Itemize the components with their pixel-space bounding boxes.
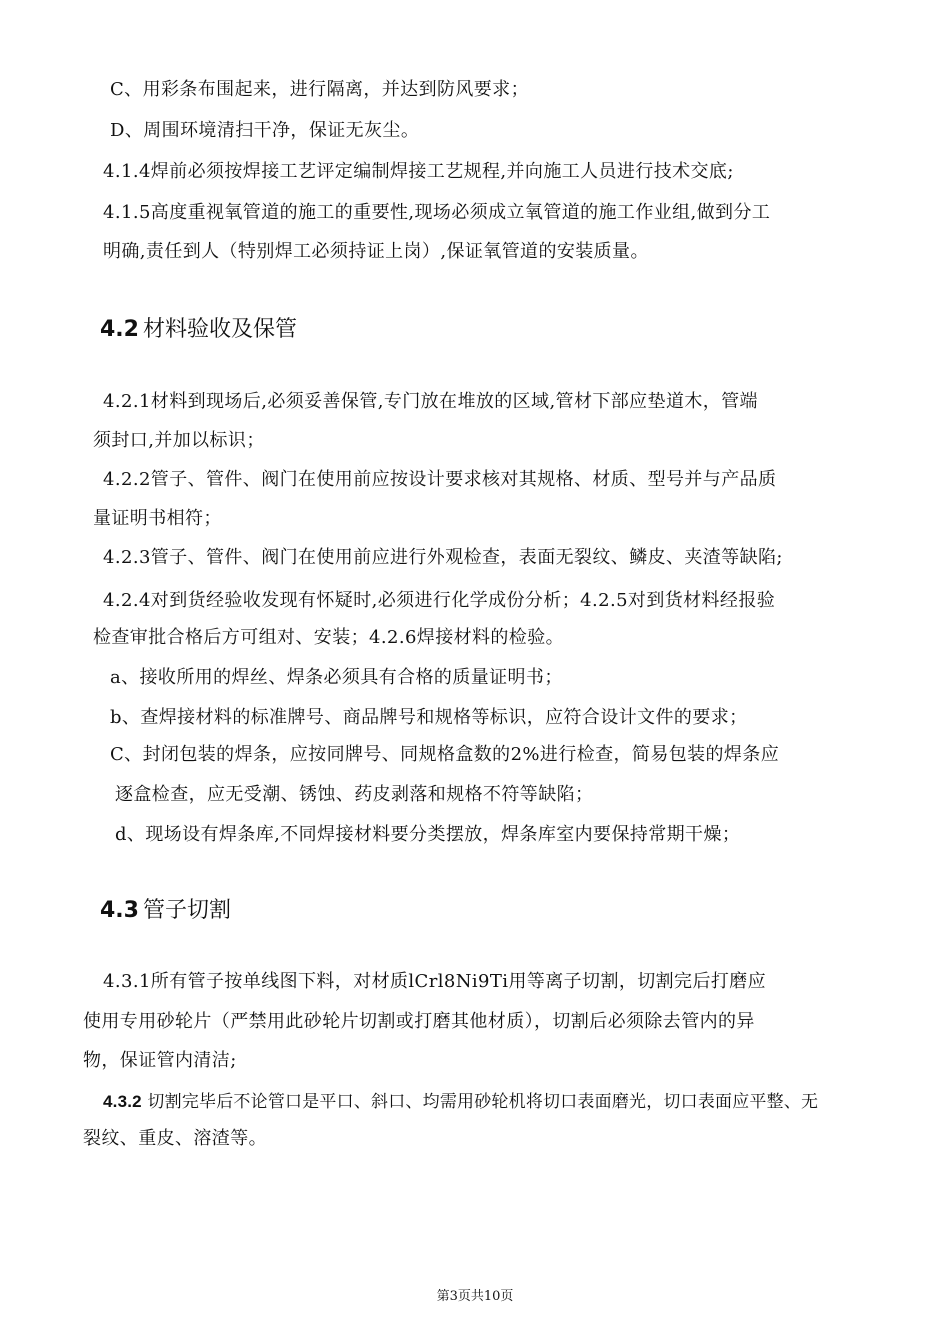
section-number: 4.3 — [100, 898, 139, 923]
paragraph-4-3-2-line1 — [103, 1090, 818, 1114]
list-item-c-line1: C、封闭包装的焊条，应按同牌号、同规格盒数的2%进行检查，简易包装的焊条应 — [110, 744, 780, 765]
list-item-b: b、查焊接材料的标准牌号、商品牌号和规格等标识，应符合设计文件的要求； — [110, 707, 748, 728]
page-footer: 第3页共10页 — [436, 1289, 514, 1304]
section-heading-4-2 — [100, 316, 297, 344]
paragraph-4-2-3: 4.2.3管子、管件、阀门在使用前应进行外观检查，表面无裂纹、鳞皮、夹渣等缺陷; — [103, 547, 783, 568]
section-title: 管子切割 — [142, 898, 231, 923]
paragraph-4-2-1-line2: 须封口,并加以标识； — [93, 430, 265, 451]
list-item-c-line2: 逐盒检查，应无受潮、锈蚀、药皮剥落和规格不符等缺陷； — [115, 784, 594, 805]
paragraph-4-3-1-line1: 4.3.1所有管子按单线图下料，对材质lCrl8Ni9Ti用等离子切割，切割完后打磨应 — [103, 971, 767, 992]
paragraph-number: 4.3.2 — [103, 1092, 142, 1111]
paragraph-4-1-4: 4.1.4焊前必须按焊接工艺评定编制焊接工艺规程,并向施工人员进行技术交底; — [103, 161, 734, 182]
paragraph-text: 切割完毕后不论管口是平口、斜口、均需用砂轮机将切口表面磨光，切口表面应平整、无 — [147, 1092, 819, 1112]
paragraph-c-windbreak: C、用彩条布围起来，进行隔离，并达到防风要求； — [110, 79, 529, 100]
paragraph-4-2-2-line1: 4.2.2管子、管件、阀门在使用前应按设计要求核对其规格、材质、型号并与产品质 — [103, 469, 777, 490]
section-title: 材料验收及保管 — [142, 317, 297, 342]
list-item-a: a、接收所用的焊丝、焊条必须具有合格的质量证明书； — [110, 667, 563, 688]
paragraph-4-2-1-line1: 4.2.1材料到现场后,必须妥善保管,专门放在堆放的区域,管材下部应垫道木，管端 — [103, 391, 758, 412]
section-number: 4.2 — [100, 317, 139, 342]
paragraph-4-2-4-line2: 检查审批合格后方可组对、安装；4.2.6焊接材料的检验。 — [93, 627, 564, 648]
paragraph-4-1-5-line2: 明确,责任到人（特别焊工必须持证上岗）,保证氧管道的安装质量。 — [103, 241, 649, 262]
paragraph-4-2-2-line2: 量证明书相符； — [93, 508, 222, 529]
paragraph-4-2-4-line1: 4.2.4对到货经验收发现有怀疑时,必须进行化学成份分析；4.2.5对到货材料经报验 — [103, 590, 776, 611]
paragraph-4-3-2-line2: 裂纹、重皮、溶渣等。 — [83, 1128, 267, 1149]
paragraph-d-cleaning: D、周围环境清扫干净，保证无灰尘。 — [110, 120, 420, 141]
paragraph-4-1-5-line1: 4.1.5高度重视氧管道的施工的重要性,现场必须成立氧管道的施工作业组,做到分工 — [103, 202, 771, 223]
paragraph-4-3-1-line3: 物，保证管内清洁; — [83, 1050, 237, 1071]
section-heading-4-3 — [100, 897, 231, 925]
paragraph-4-3-1-line2: 使用专用砂轮片（严禁用此砂轮片切割或打磨其他材质），切割后必须除去管内的异 — [83, 1011, 755, 1032]
list-item-d: d、现场设有焊条库,不同焊接材料要分类摆放，焊条库室内要保持常期干燥； — [115, 824, 741, 845]
